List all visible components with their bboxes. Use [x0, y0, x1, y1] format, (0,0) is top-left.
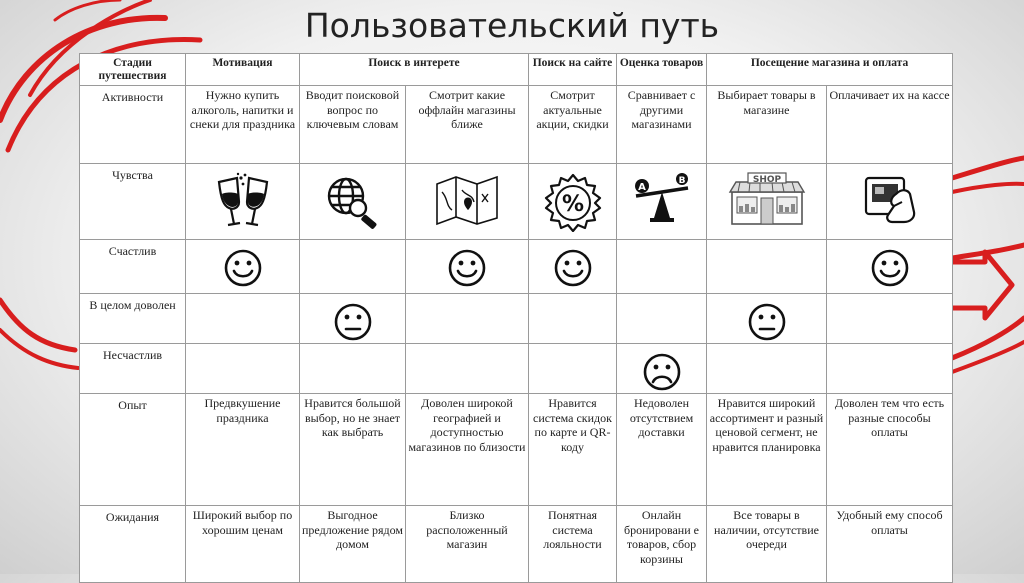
customer-journey-table	[79, 53, 953, 583]
mood-cell	[406, 240, 529, 294]
slide-title: Пользовательский путь	[304, 6, 720, 45]
shop-sign-text: SHOP	[752, 175, 781, 185]
expectation-cell: Удобный ему способ оплаты	[827, 506, 953, 583]
mood-cell	[827, 344, 953, 394]
expectation-cell: Широкий выбор по хорошим ценам	[186, 506, 300, 583]
mood-cell	[617, 294, 707, 344]
expectation-cell: Все товары в наличии, отсутствие очереди	[707, 506, 827, 583]
mood-cell	[300, 344, 406, 394]
mood-cell	[300, 240, 406, 294]
header-row	[80, 54, 953, 86]
row-unhappy	[80, 344, 953, 394]
experience-cell: Нравится система скидок по карте и QR-коду	[529, 394, 617, 506]
feeling-cell	[617, 164, 707, 240]
mood-cell	[617, 344, 707, 394]
feeling-cell	[827, 164, 953, 240]
feeling-cell	[300, 164, 406, 240]
seesaw-label-b: B	[678, 176, 685, 186]
neutral-face-icon	[332, 301, 374, 343]
smiley-face-icon	[552, 247, 594, 289]
mood-cell	[186, 240, 300, 294]
activity-cell: Смотрит какие оффлайн магазины ближе	[406, 86, 529, 164]
smiley-face-icon	[446, 247, 488, 289]
mood-cell	[529, 240, 617, 294]
smiley-face-icon	[222, 247, 264, 289]
experience-cell: Нравится широкий ассортимент и разный ценовой сегмент, не нравится планировка	[707, 394, 827, 506]
row-experience	[80, 394, 953, 506]
percent-badge-icon	[542, 172, 604, 232]
row-label-expectations: Ожидания	[80, 506, 186, 583]
feeling-cell	[406, 164, 529, 240]
seesaw-label-a: A	[637, 182, 646, 193]
expectation-cell: Выгодное предложение рядом домом	[300, 506, 406, 583]
header-site-search: Поиск на сайте	[529, 54, 617, 86]
row-activities	[80, 86, 953, 164]
mood-cell	[406, 344, 529, 394]
expectation-cell: Онлайн бронировани е товаров, сбор корзины	[617, 506, 707, 583]
experience-cell: Доволен тем что есть разные способы оплаты	[827, 394, 953, 506]
feeling-cell	[707, 164, 827, 240]
experience-cell: Доволен широкой географией и доступностью магазинов по близости	[406, 394, 529, 506]
row-label-activities: Активности	[80, 86, 186, 164]
activity-cell: Оплачивает их на кассе	[827, 86, 953, 164]
row-expectations	[80, 506, 953, 583]
expectation-cell: Близко расположенный магазин	[406, 506, 529, 583]
mood-cell	[707, 240, 827, 294]
shop-storefront-icon	[728, 172, 806, 228]
activity-cell: Нужно купить алкоголь, напитки и снеки для праздника	[186, 86, 300, 164]
feeling-cell	[186, 164, 300, 240]
header-internet-search: Поиск в интерете	[300, 54, 529, 86]
mood-cell	[529, 344, 617, 394]
mood-cell	[186, 294, 300, 344]
mood-cell	[300, 294, 406, 344]
row-label-happy: Счастлив	[80, 240, 186, 294]
mood-cell	[617, 240, 707, 294]
activity-cell: Выбирает товары в магазине	[707, 86, 827, 164]
header-store-visit: Посещение магазина и оплата	[707, 54, 953, 86]
card-payment-icon	[858, 172, 922, 228]
feeling-cell	[529, 164, 617, 240]
activity-cell: Сравнивает с другими магазинами	[617, 86, 707, 164]
header-motivation: Мотивация	[186, 54, 300, 86]
mood-cell	[827, 294, 953, 344]
row-happy	[80, 240, 953, 294]
experience-cell: Предвкушение праздника	[186, 394, 300, 506]
row-label-satisfied: В целом доволен	[80, 294, 186, 344]
row-label-feelings: Чувства	[80, 164, 186, 240]
smiley-face-icon	[869, 247, 911, 289]
percent-sign: %	[561, 192, 584, 217]
sad-face-icon	[641, 351, 683, 393]
row-label-unhappy: Несчастлив	[80, 344, 186, 394]
header-stages: Стадии путешествия	[80, 54, 186, 86]
expectation-cell: Понятная система лояльности	[529, 506, 617, 583]
row-label-experience: Опыт	[80, 394, 186, 506]
champagne-glasses-icon	[211, 172, 275, 230]
activity-cell: Смотрит актуальные акции, скидки	[529, 86, 617, 164]
mood-cell	[529, 294, 617, 344]
mood-cell	[707, 294, 827, 344]
header-product-evaluation: Оценка товаров	[617, 54, 707, 86]
mood-cell	[827, 240, 953, 294]
mood-cell	[406, 294, 529, 344]
row-satisfied	[80, 294, 953, 344]
row-feelings	[80, 164, 953, 240]
mood-cell	[707, 344, 827, 394]
activity-cell: Вводит поисковой вопрос по ключевым словам	[300, 86, 406, 164]
neutral-face-icon	[746, 301, 788, 343]
seesaw-comparison-icon	[630, 172, 694, 228]
experience-cell: Нравится большой выбор, но не знает как выбрать	[300, 394, 406, 506]
mood-cell	[186, 344, 300, 394]
web-search-globe-icon	[322, 172, 384, 230]
experience-cell: Недоволен отсутствием доставки	[617, 394, 707, 506]
paper-map-icon	[434, 172, 500, 226]
